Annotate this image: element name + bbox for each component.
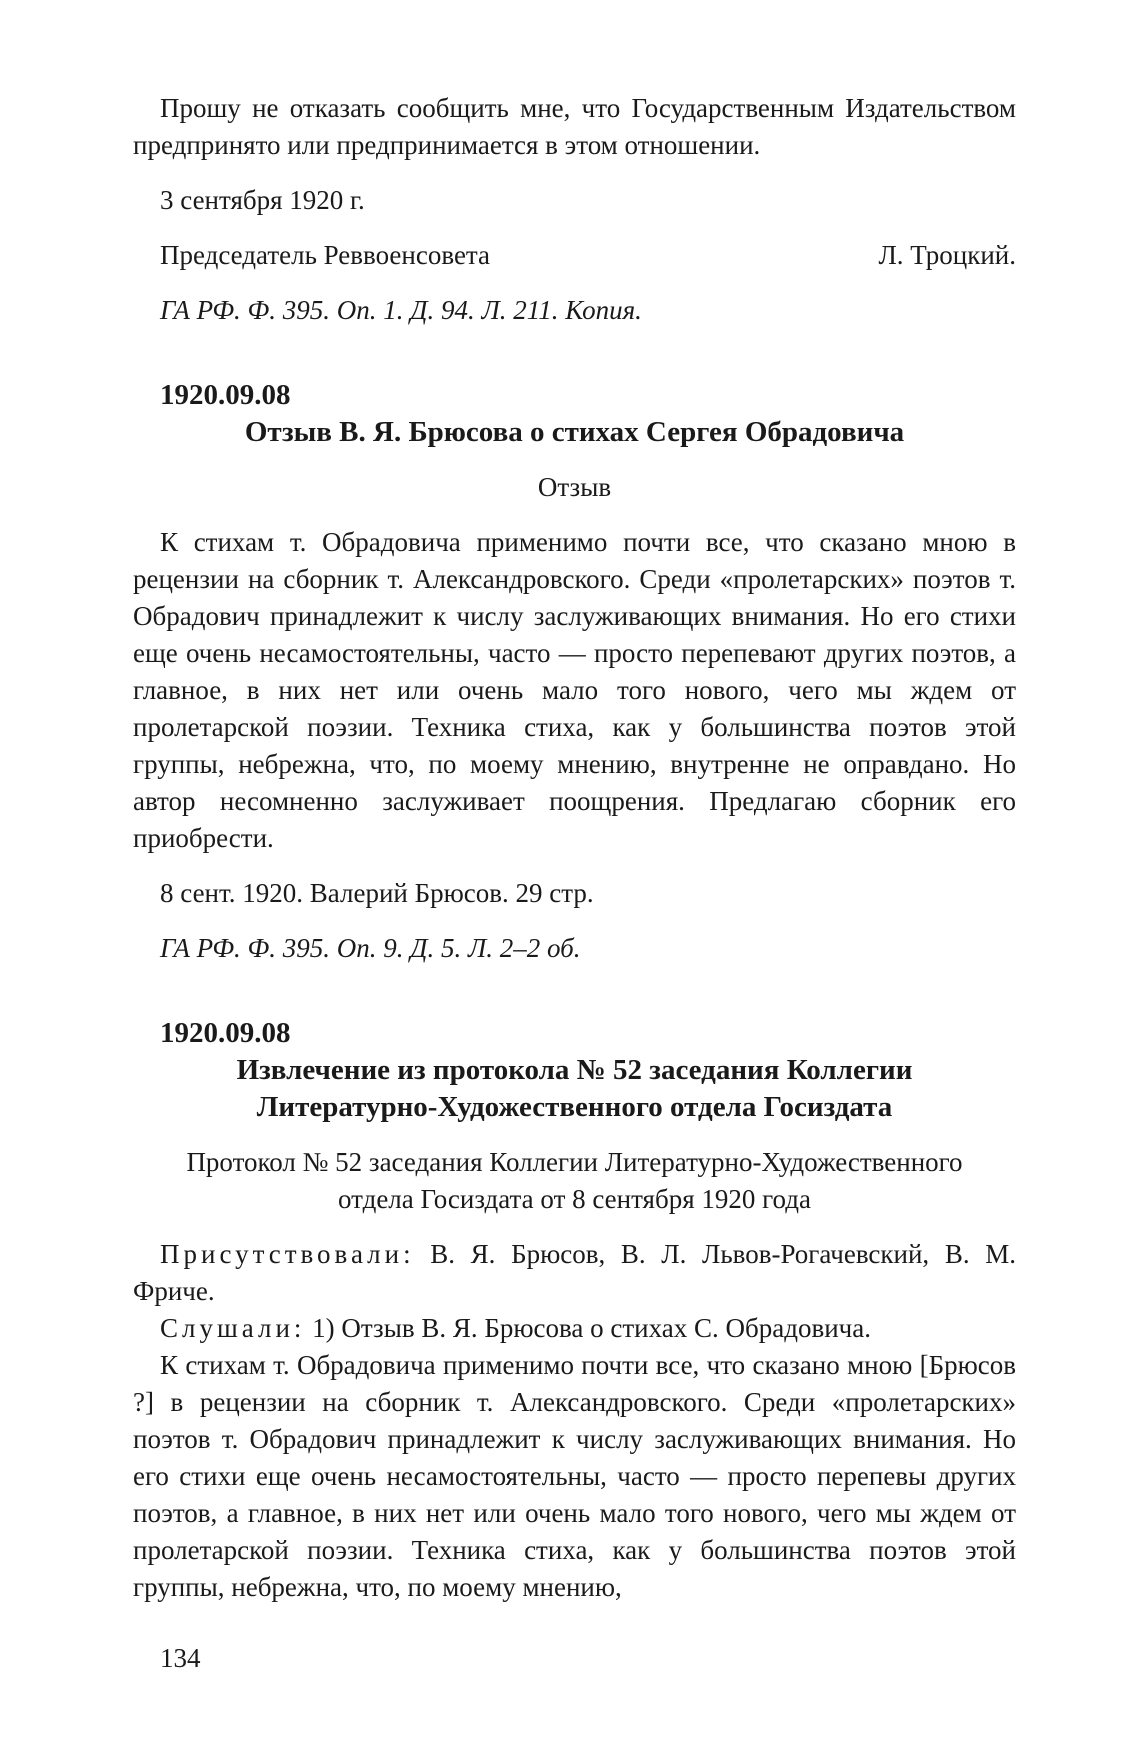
intro-date: 3 сентября 1920 г. xyxy=(160,185,365,215)
doc2-body: К стихам т. Обрадовича применимо почти все, что сказано мною [Брюсов ?] в рецензии на сборник т. Александровского. Среди «пролетарских» поэтов т. Обрадович принадлежит к числу заслуживающих внимания. Но его стихи еще очень несамостоятельны, часто — просто перепевы других поэтов, а главное, в них нет или очень мало того нового, чего мы ждем от пролетарской поэзии. Техника стиха, как у большинства поэтов этой группы, небрежна, что, по моему мнению, xyxy=(133,1350,1016,1602)
doc2-title-line-1: Извлечение из протокола № 52 заседания Коллегии xyxy=(236,1054,913,1086)
doc2-heard-text: 1) Отзыв В. Я. Брюсова о стихах С. Обрадовича. xyxy=(312,1313,871,1343)
doc2-date-heading: 1920.09.08 xyxy=(160,1017,291,1049)
doc2-present-paragraph xyxy=(133,1236,1016,1310)
intro-archive-reference: ГА РФ. Ф. 395. Оп. 1. Д. 94. Л. 211. Копия. xyxy=(160,295,642,325)
page-number: 134 xyxy=(160,1643,201,1673)
page-content xyxy=(133,90,1016,1606)
doc1-subtitle: Отзыв xyxy=(537,472,612,502)
doc1-date-heading: 1920.09.08 xyxy=(160,379,291,411)
doc2-subtitle-line-1: Протокол № 52 заседания Коллегии Литературно-Художественного xyxy=(186,1147,963,1177)
signer-name: Л. Троцкий. xyxy=(878,240,1016,270)
doc1-body: К стихам т. Обрадовича применимо почти все, что сказано мною в рецензии на сборник т. Александровского. Среди «пролетарских» поэтов т. Обрадович принадлежит к числу заслуживающих внимания. Но его стихи еще очень несамостоятельны, часто — просто перепевают других поэтов, а главное, в них нет или очень мало того нового, чего мы ждем от пролетарской поэзии. Техника стиха, как у большинства поэтов этой группы, небрежна, что, по моему мнению, внутренне не оправдано. Но автор несомненно заслуживает поощрения. Предлагаю сборник его приобрести. xyxy=(133,527,1016,853)
doc2-heard-paragraph xyxy=(133,1310,1016,1347)
intro-signature-row xyxy=(133,237,1016,274)
doc2-subtitle-line-2: отдела Госиздата от 8 сентября 1920 года xyxy=(338,1184,811,1214)
doc1-signature: 8 сент. 1920. Валерий Брюсов. 29 стр. xyxy=(160,878,594,908)
doc1-title: Отзыв В. Я. Брюсова о стихах Сергея Обрадовича xyxy=(244,416,905,448)
doc2-heard-label: Слушали: xyxy=(160,1313,306,1343)
doc2-present-text: В. Я. Брюсов, В. Л. Львов-Рогачевский, В. М. Фриче. xyxy=(133,1239,1016,1306)
intro-paragraph: Прошу не отказать сообщить мне, что Государственным Издательством предпринято или предпринимается в этом отношении. xyxy=(133,93,1016,160)
signer-title: Председатель Реввоенсовета xyxy=(160,240,491,270)
doc2-present-label: Присутствовали: xyxy=(160,1239,415,1269)
doc2-title-line-2: Литературно-Художественного отдела Госиздата xyxy=(256,1091,893,1123)
doc1-archive-reference: ГА РФ. Ф. 395. Оп. 9. Д. 5. Л. 2–2 об. xyxy=(160,933,581,963)
